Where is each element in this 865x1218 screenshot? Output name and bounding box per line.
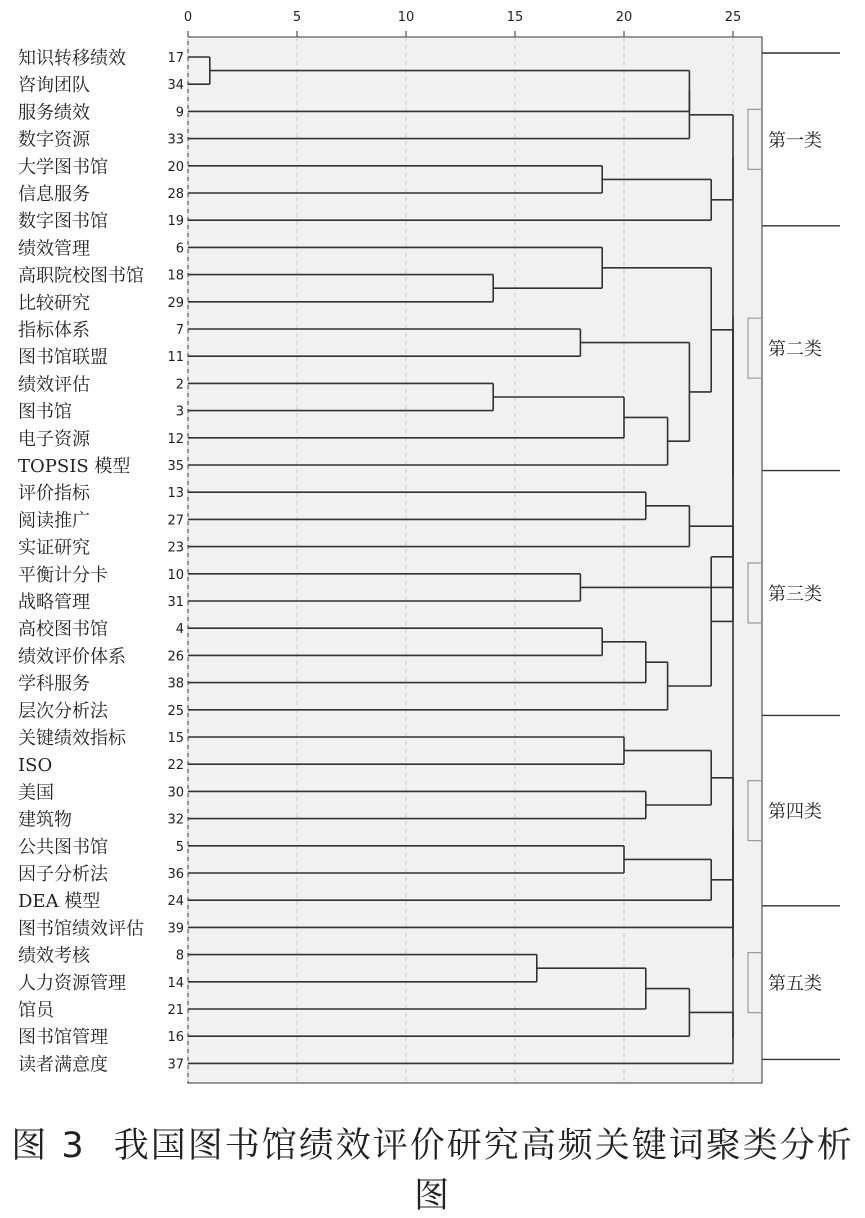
leaf-id: 14 xyxy=(167,975,184,991)
leaf-label: 图书馆联盟 xyxy=(18,347,108,369)
cluster-label: 第一类 xyxy=(768,130,822,152)
leaf-id: 2 xyxy=(175,377,184,393)
leaf-label: 平衡计分卡 xyxy=(18,564,108,586)
leaf-id: 35 xyxy=(167,459,184,474)
leaf-id: 16 xyxy=(167,1030,184,1046)
leaf-id: 37 xyxy=(167,1057,184,1073)
leaf-id: 20 xyxy=(167,159,184,175)
cluster-label: 第五类 xyxy=(768,973,822,995)
leaf-label: 评价指标 xyxy=(18,483,90,505)
leaf-label: 关键绩效指标 xyxy=(18,728,126,749)
leaf-id: 10 xyxy=(167,567,184,583)
x-tick-label: 5 xyxy=(292,10,302,25)
leaf-id: 4 xyxy=(175,622,184,638)
leaf-id: 29 xyxy=(167,295,184,311)
leaf-label: 图书馆 xyxy=(18,401,72,423)
leaf-id: 18 xyxy=(167,268,184,284)
x-tick-label: 20 xyxy=(615,10,633,25)
x-tick-label: 15 xyxy=(506,10,524,25)
leaf-label: 绩效考核 xyxy=(18,945,90,967)
leaf-id: 24 xyxy=(167,894,184,910)
leaf-label: DEA 模型 xyxy=(18,891,101,913)
leaf-id: 31 xyxy=(167,595,184,610)
leaf-label: 高职院校图书馆 xyxy=(18,265,144,287)
leaf-label: TOPSIS 模型 xyxy=(18,456,131,477)
leaf-id: 25 xyxy=(167,703,184,719)
leaf-label: 数字资源 xyxy=(18,129,90,151)
leaf-id: 3 xyxy=(175,404,184,420)
figure-caption xyxy=(0,1118,865,1218)
leaf-label: 比较研究 xyxy=(18,292,90,314)
leaf-id: 39 xyxy=(167,921,184,937)
leaf-id: 23 xyxy=(167,540,184,556)
leaf-label: 大学图书馆 xyxy=(18,156,108,178)
leaf-label: 因子分析法 xyxy=(18,864,108,885)
leaf-id: 15 xyxy=(167,731,184,746)
leaf-id: 11 xyxy=(167,350,184,366)
leaf-id: 38 xyxy=(167,676,184,692)
leaf-id: 22 xyxy=(167,758,184,774)
leaf-id: 30 xyxy=(167,785,184,801)
leaf-id: 6 xyxy=(175,241,184,257)
leaf-label: 建筑物 xyxy=(18,809,72,831)
plot-area xyxy=(188,37,762,1083)
leaf-id: 28 xyxy=(167,187,184,202)
leaf-label: 图书馆绩效评估 xyxy=(18,918,144,940)
leaf-label: 实证研究 xyxy=(18,537,90,559)
leaf-label: 学科服务 xyxy=(18,673,90,695)
leaf-id: 26 xyxy=(167,649,184,665)
leaf-label: 服务绩效 xyxy=(18,102,90,124)
leaf-label: 信息服务 xyxy=(18,184,90,205)
leaf-label: 层次分析法 xyxy=(18,700,108,722)
leaf-label: 阅读推广 xyxy=(18,510,90,532)
leaf-id: 9 xyxy=(175,105,184,121)
leaf-id: 19 xyxy=(167,214,184,230)
leaf-id: 21 xyxy=(167,1003,184,1018)
leaf-id: 12 xyxy=(167,431,184,447)
leaf-id: 36 xyxy=(167,867,184,882)
leaf-label: 绩效评估 xyxy=(18,374,90,396)
leaf-label: 绩效管理 xyxy=(18,238,90,260)
leaf-label: 数字图书馆 xyxy=(18,211,108,233)
leaf-id: 27 xyxy=(167,513,184,529)
leaf-id: 8 xyxy=(175,948,184,964)
x-tick-label: 25 xyxy=(724,10,742,25)
x-tick-label: 0 xyxy=(183,10,193,25)
leaf-label: 绩效评价体系 xyxy=(18,646,126,668)
leaf-label: 图书馆管理 xyxy=(18,1027,108,1049)
cluster-label: 第三类 xyxy=(768,584,822,605)
leaf-label: 馆员 xyxy=(18,1000,54,1021)
leaf-label: 电子资源 xyxy=(18,428,90,450)
leaf-id: 5 xyxy=(175,839,184,855)
leaf-label: 人力资源管理 xyxy=(18,972,126,994)
leaf-id: 34 xyxy=(167,78,184,94)
leaf-label: 公共图书馆 xyxy=(18,836,108,858)
leaf-id: 33 xyxy=(167,132,184,148)
cluster-label: 第二类 xyxy=(768,339,822,361)
leaf-id: 17 xyxy=(167,51,184,66)
figure-label: 图 3 xyxy=(11,1126,86,1166)
x-tick-label: 10 xyxy=(397,10,415,25)
figure-title: 我国图书馆绩效评价研究高频关键词聚类分析图 xyxy=(113,1126,854,1216)
leaf-id: 13 xyxy=(167,486,184,502)
cluster-label: 第四类 xyxy=(768,801,822,823)
leaf-label: 知识转移绩效 xyxy=(18,48,126,69)
leaf-label: 咨询团队 xyxy=(18,75,90,97)
leaf-label: ISO xyxy=(18,755,53,777)
leaf-label: 指标体系 xyxy=(18,320,90,341)
leaf-id: 7 xyxy=(175,323,184,338)
leaf-label: 美国 xyxy=(18,782,54,804)
leaf-label: 战略管理 xyxy=(18,592,90,613)
leaf-label: 高校图书馆 xyxy=(18,619,108,641)
leaf-label: 读者满意度 xyxy=(18,1054,108,1076)
leaf-id: 32 xyxy=(167,812,184,828)
